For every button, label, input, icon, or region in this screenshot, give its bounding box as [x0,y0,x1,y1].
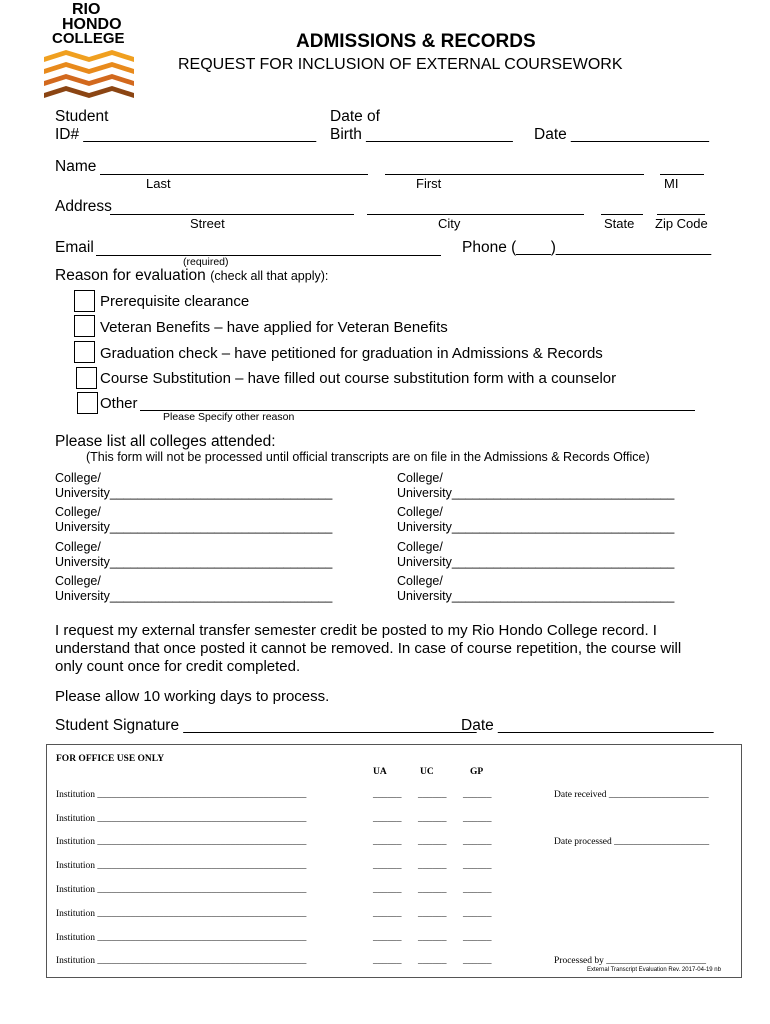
reason-label [55,267,328,285]
office-institution-field[interactable]: Institution ____________________________________________ [56,814,307,824]
city-field[interactable] [367,214,584,215]
city-caption: City [438,216,461,231]
other-checkbox[interactable] [77,392,98,414]
email-field[interactable] [96,255,441,256]
college-entry [55,505,332,535]
statement-line-2: understand that once posted it cannot be removed. In case of course repetition, the course will [55,640,682,657]
office-title: FOR OFFICE USE ONLY [56,754,165,764]
college-entry-field[interactable]: University________________________________ [397,555,675,569]
student-id-label-1: Student [55,108,109,125]
office-institution-field[interactable]: Institution ____________________________________________ [56,956,307,966]
college-entry-field[interactable]: University________________________________ [55,486,333,500]
logo-waves-icon [42,48,137,100]
office-col-uc: UC [420,767,434,777]
college-entry [55,574,332,604]
college-entry-field[interactable]: University________________________________ [397,486,675,500]
office-ua-field[interactable]: ______ [373,885,402,895]
state-caption: State [604,216,635,231]
processed-by-field[interactable]: Processed by _____________________ [554,956,706,966]
office-gp-field[interactable]: ______ [463,861,492,871]
office-uc-field[interactable]: ______ [418,814,447,824]
reason-note: (check all that apply): [210,269,329,283]
college-entry [397,505,674,535]
college-entry-label: College/ [55,574,101,588]
college-entry-label: College/ [55,471,101,485]
college-entry [397,540,674,570]
student-id-field[interactable]: ID# ___________________________ [55,126,317,143]
date-processed-field[interactable]: Date processed ____________________ [554,837,710,847]
statement-line-3: only count once for credit completed. [55,658,301,675]
name-label: Name [55,158,97,175]
logo-text-rio: RIO [72,1,101,18]
office-institution-field[interactable]: Institution ____________________________________________ [56,837,307,847]
college-entry [55,540,332,570]
office-gp-field[interactable]: ______ [463,790,492,800]
phone-field[interactable]: Phone (____)__________________ [462,239,712,256]
date-field[interactable]: Date ________________ [534,126,709,143]
mi-caption: MI [664,176,679,191]
office-col-gp: GP [470,767,484,777]
college-entry-field[interactable]: University________________________________ [55,555,333,569]
college-entry [55,471,332,501]
veteran-checkbox[interactable] [74,315,95,337]
statement-line-1: I request my external transfer semester credit be posted to my Rio Hondo College record. I [55,622,657,639]
office-uc-field[interactable]: ______ [418,790,447,800]
office-col-ua: UA [373,767,387,777]
mi-field[interactable] [660,174,704,175]
dob-field[interactable]: Birth _________________ [330,126,513,143]
college-entry-field[interactable]: University________________________________ [397,520,675,534]
dob-label-1: Date of [330,108,380,125]
colleges-heading: Please list all colleges attended: [55,433,276,450]
graduation-label: Graduation check – have petitioned for graduation in Admissions & Records [100,345,603,362]
zip-caption: Zip Code [655,216,708,231]
college-entry-label: College/ [55,540,101,554]
substitution-checkbox[interactable] [76,367,97,389]
page-title: ADMISSIONS & RECORDS [296,31,536,52]
office-gp-field[interactable]: ______ [463,814,492,824]
office-ua-field[interactable]: ______ [373,861,402,871]
college-entry-label: College/ [397,505,443,519]
office-uc-field[interactable]: ______ [418,837,447,847]
college-entry [397,471,674,501]
college-entry-label: College/ [55,505,101,519]
office-uc-field[interactable]: ______ [418,909,447,919]
office-gp-field[interactable]: ______ [463,956,492,966]
prerequisite-label: Prerequisite clearance [100,293,250,310]
other-hint: Please Specify other reason [163,411,295,423]
last-name-field[interactable] [100,174,368,175]
email-label: Email [55,239,94,256]
college-entry-field[interactable]: University________________________________ [55,520,333,534]
street-caption: Street [190,216,225,231]
street-field[interactable] [110,214,354,215]
office-ua-field[interactable]: ______ [373,837,402,847]
office-uc-field[interactable]: ______ [418,956,447,966]
first-name-field[interactable] [385,174,644,175]
address-label: Address [55,198,112,215]
office-uc-field[interactable]: ______ [418,861,447,871]
office-ua-field[interactable]: ______ [373,909,402,919]
office-uc-field[interactable]: ______ [418,933,447,943]
veteran-label: Veteran Benefits – have applied for Veteran Benefits [100,319,448,336]
office-institution-field[interactable]: Institution ____________________________________________ [56,909,307,919]
college-entry-label: College/ [397,540,443,554]
office-ua-field[interactable]: ______ [373,814,402,824]
last-name-caption: Last [146,176,171,191]
office-uc-field[interactable]: ______ [418,885,447,895]
graduation-checkbox[interactable] [74,341,95,363]
signature-date-field[interactable]: Date _________________________ [461,717,714,734]
zip-field[interactable] [657,214,705,215]
office-ua-field[interactable]: ______ [373,933,402,943]
reason-heading: Reason for evaluation [55,267,206,284]
other-label: Other [100,395,138,412]
office-ua-field[interactable]: ______ [373,790,402,800]
logo-text-hondo: HONDO [62,16,122,33]
college-entry-field[interactable]: University________________________________ [397,589,675,603]
college-logo [42,2,137,100]
office-institution-field[interactable]: Institution ____________________________________________ [56,861,307,871]
office-gp-field[interactable]: ______ [463,909,492,919]
email-required-caption: (required) [183,256,229,268]
office-institution-field[interactable]: Institution ____________________________________________ [56,790,307,800]
college-entry-label: College/ [397,471,443,485]
substitution-label: Course Substitution – have filled out course substitution form with a counselor [100,370,617,387]
first-name-caption: First [416,176,442,191]
office-footer: External Transcript Evaluation Rev. 2017-04-19 nb [587,967,721,973]
page-subtitle: REQUEST FOR INCLUSION OF EXTERNAL COURSEWORK [178,56,623,73]
signature-field[interactable]: Student Signature __________________________________ [55,717,477,734]
logo-text-college: COLLEGE [52,30,125,47]
office-gp-field[interactable]: ______ [463,837,492,847]
office-institution-field[interactable]: Institution ____________________________________________ [56,933,307,943]
date-received-field[interactable]: Date received _____________________ [554,790,709,800]
colleges-note: (This form will not be processed until official transcripts are on file in the Admissions & Records Office) [86,450,650,464]
college-entry-label: College/ [397,574,443,588]
office-gp-field[interactable]: ______ [463,933,492,943]
office-institution-field[interactable]: Institution ____________________________________________ [56,885,307,895]
college-entry-field[interactable]: University________________________________ [55,589,333,603]
processing-note: Please allow 10 working days to process. [55,688,330,705]
state-field[interactable] [601,214,643,215]
college-entry [397,574,674,604]
prerequisite-checkbox[interactable] [74,290,95,312]
office-ua-field[interactable]: ______ [373,956,402,966]
office-gp-field[interactable]: ______ [463,885,492,895]
